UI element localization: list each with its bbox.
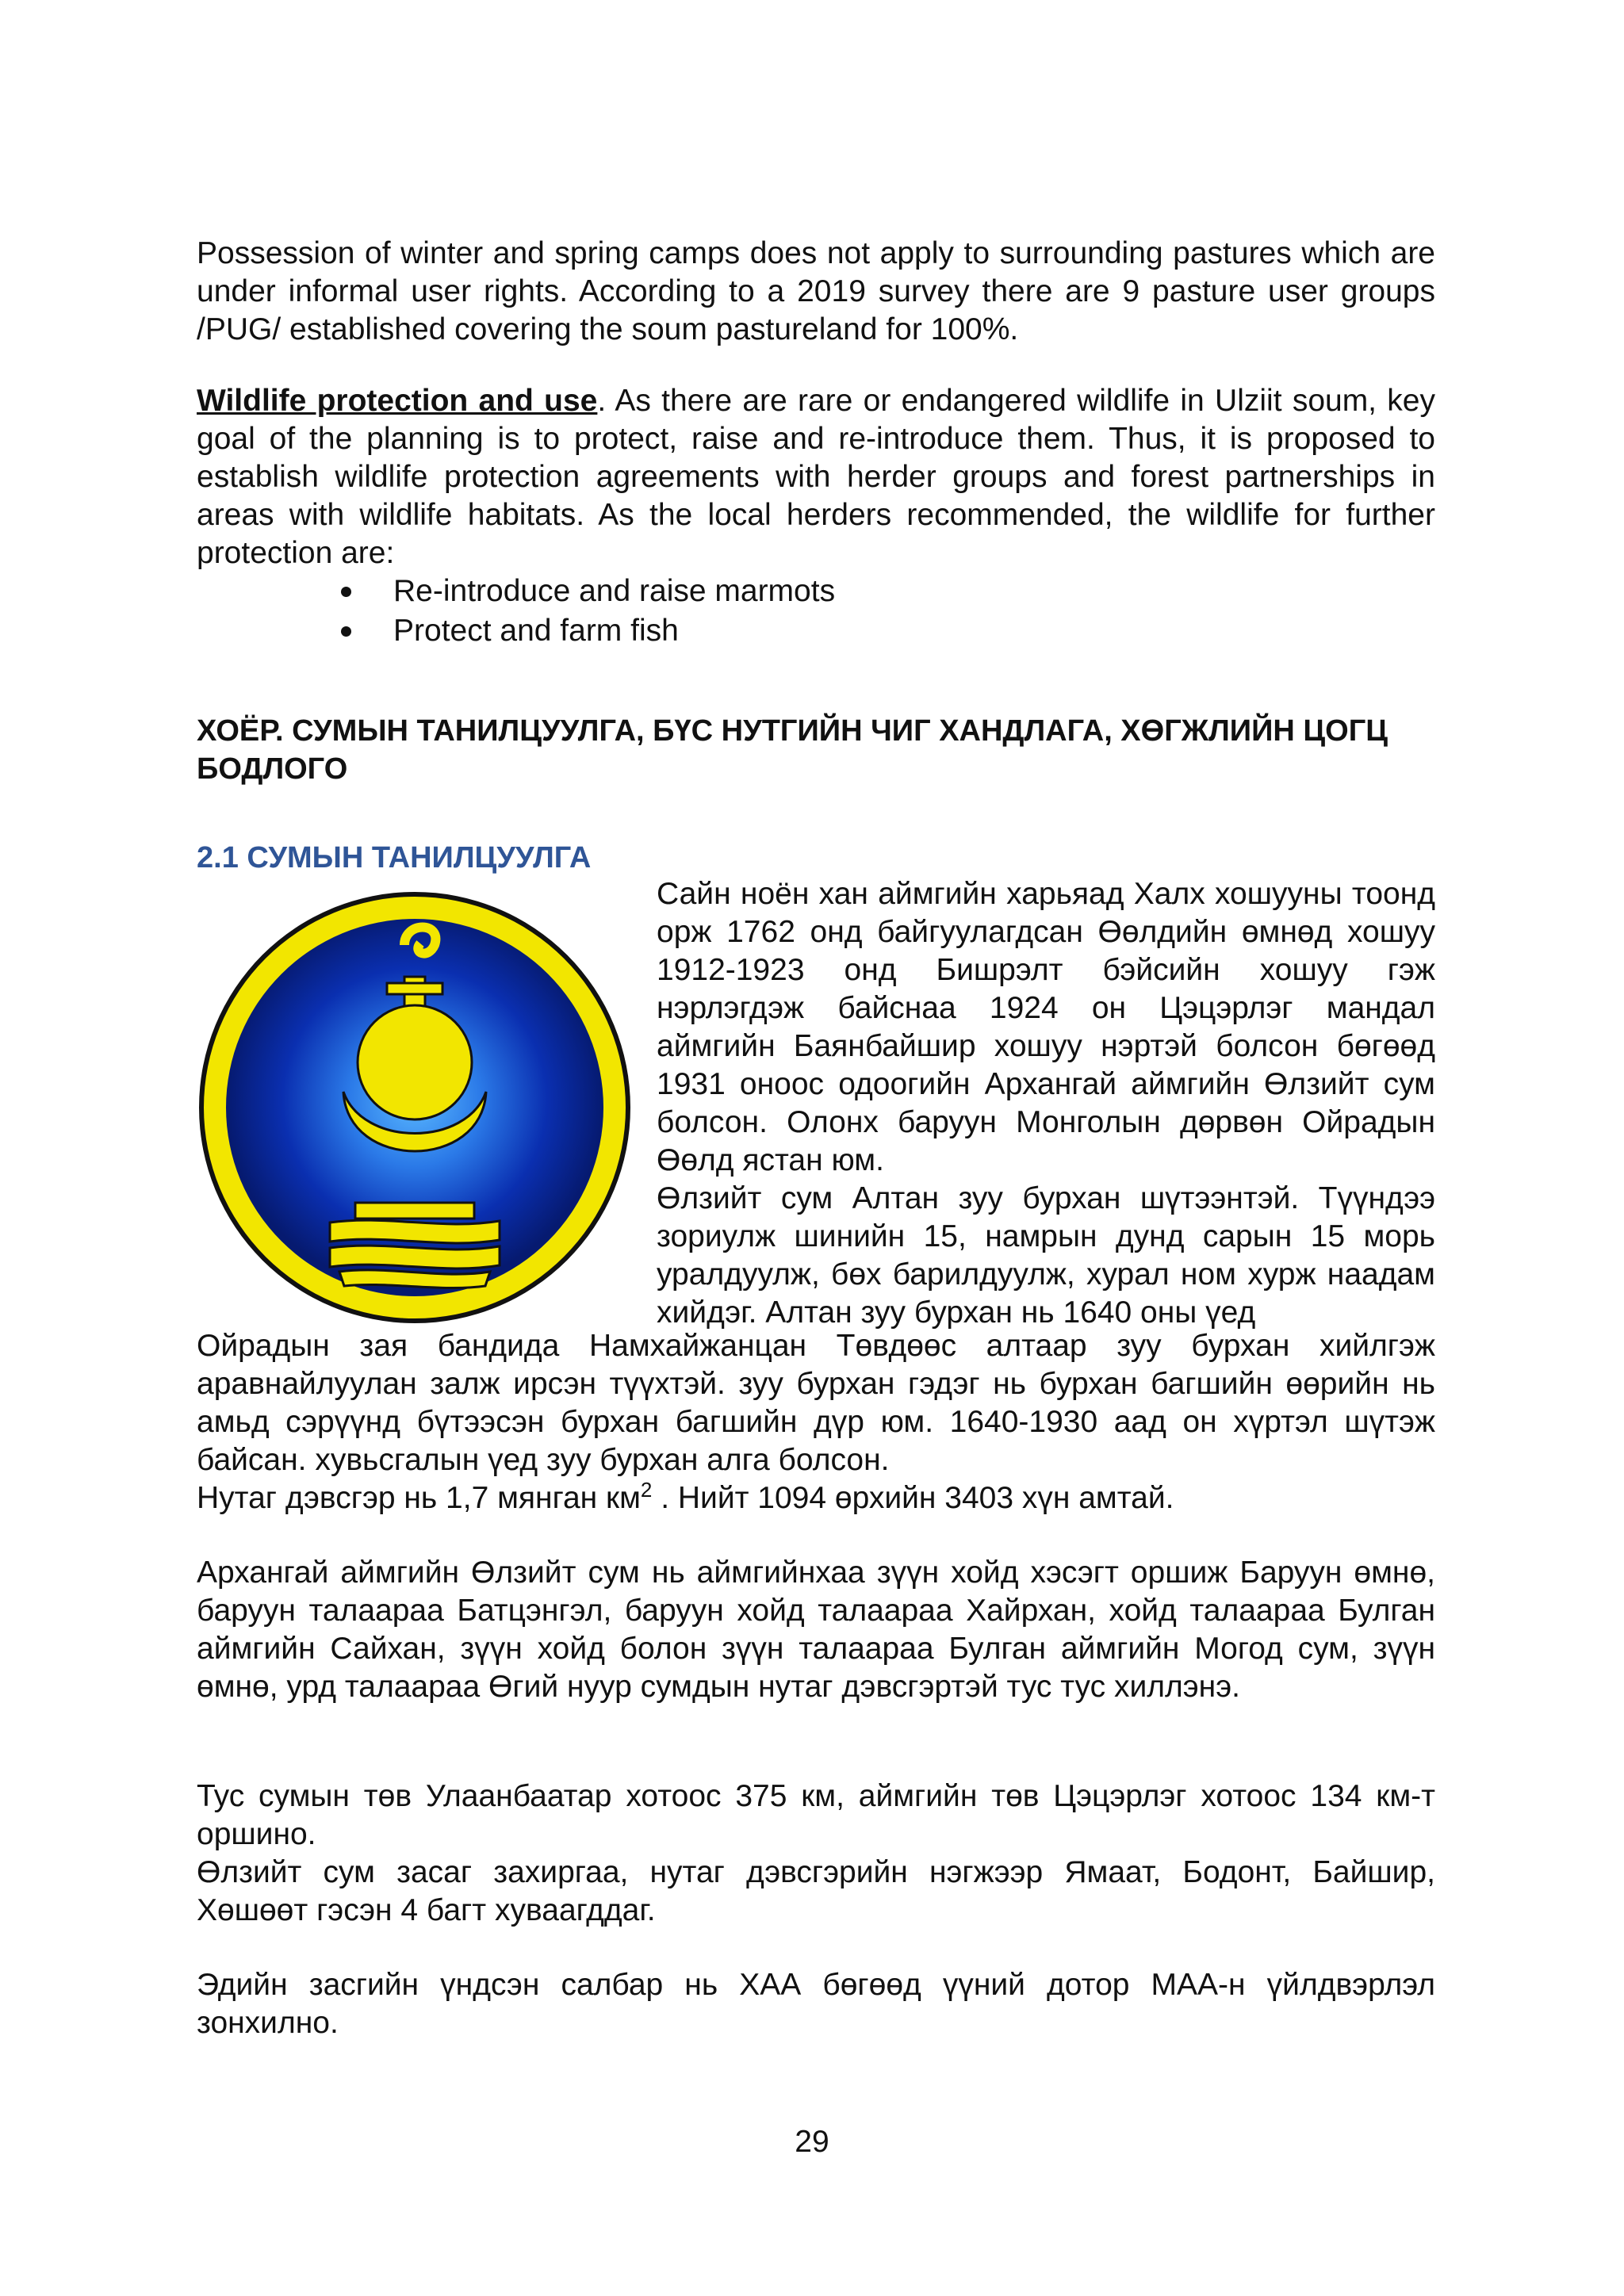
- page-number: 29: [795, 2125, 829, 2159]
- full-width-text: [197, 1327, 1435, 1517]
- paragraph-pasture-rights: Possession of winter and spring camps does not apply to surrounding pastures which are under informal user rights. According to a 2019 survey there are 9 pasture user groups /PUG/ established covering the soum pastureland for 100%.: [197, 236, 1435, 346]
- paragraph-borders: Архангай аймгийн Өлзийт сум нь аймгийнхаа зүүн хойд хэсэгт оршиж Баруун өмнө, баруун талаараа Батцэнгэл, баруун хойд талаараа Хайрхан, хойд талаараа Булган аймгийн Сайхан, зүүн хойд болон зүүн талаараа Булган аймгийн Могод сум, зүүн өмнө, урд талаараа Өгий нуур сумдын нутаг дэвсгэртэй тус тус хиллэнэ.: [197, 1556, 1435, 1704]
- wrapped-text-column: [657, 875, 1435, 1332]
- paragraph-altan-zuu: Өлзийт сум Алтан зуу бурхан шүтээнтэй. Түүндээ зориулж шинийн 15, намрын дунд сарын 15 морь уралдуулж, бөх барилдуулж, хурал ном хурж наадам хийдэг. Алтан зуу бурхан нь 1640 оны үед: [657, 1181, 1435, 1330]
- wildlife-heading: Wildlife protection and use: [197, 384, 598, 418]
- list-item: Re-introduce and raise marmots: [341, 572, 975, 612]
- bullet-icon: [341, 587, 351, 597]
- wildlife-text: . As there are rare or endangered wildlife in Ulziit soum, key goal of the planning is to protect, raise and re-introduce them. Thus, it is proposed to establish wildlife protection agreements with herder groups and forest partnerships in areas with wildlife habitats. As the local herders recommended, the wildlife for further protection are:: [197, 384, 1436, 570]
- paragraph-economy: Эдийн засгийн үндсэн салбар нь ХАА бөгөөд үүний дотор МАА-н үйлдвэрлэл зонхилно.: [197, 1968, 1435, 2040]
- list-item: Protect and farm fish: [341, 612, 975, 652]
- location-text: [197, 1777, 1435, 1930]
- paragraph-history: Сайн ноён хан аймгийн харьяад Халх хошууны тоонд орж 1762 онд байгуулагдсан Өөлдийн өмнөд хошуу 1912-1923 онд Бишрэлт бэйсийн хошуу гэж нэрлэгдэж байснаа 1924 он Цэцэрлэг мандал аймгийн Баянбайшир хошуу нэртэй болсон бөгөөд 1931 оноос одоогийн Архангай аймгийн Өлзийт сум болсон. Олонх баруун Монголын дөрвөн Ойрадын Өөлд ястан юм.: [657, 877, 1435, 1177]
- wildlife-bullet-list: [341, 572, 975, 652]
- paragraph-wildlife: [197, 382, 1435, 572]
- paragraph-bags: Өлзийт сум засаг захиргаа, нутаг дэвсгэрийн нэгжээр Ямаат, Бодонт, Байшир, Хөшөөт гэсэн 4 багт хуваагддаг.: [197, 1855, 1435, 1927]
- paragraph-distance: Тус сумын төв Улаанбаатар хотоос 375 км, аймгийн төв Цэцэрлэг хотоос 134 км-т оршино.: [197, 1779, 1435, 1851]
- paragraph-altan-zuu-cont: Ойрадын зая бандида Намхайжанцан Төвдөөс алтаар зуу бурхан хийлгэж аравнайлуулан залж ирсэн түүхтэй. зуу бурхан гэдэг нь бурхан багшийн өөрийн нь амьд сэрүүнд бүтээсэн бурхан багшийн дүр юм. 1640-1930 аад он хүртэл шүтэж байсан. хувьсгалын үед зуу бурхан алга болсон.: [197, 1329, 1435, 1477]
- soum-emblem-icon: [197, 890, 633, 1326]
- section-heading: 2.1 СУМЫН ТАНИЛЦУУЛГА: [197, 841, 592, 874]
- bullet-icon: [341, 626, 351, 637]
- chapter-heading: ХОЁР. СУМЫН ТАНИЛЦУУЛГА, БҮС НУТГИЙН ЧИГ ХАНДЛАГА, ХӨГЖЛИЙН ЦОГЦ БОДЛОГО: [197, 714, 1388, 786]
- paragraph-area: Нутаг дэвсгэр нь 1,7 мянган $км^2$ . Нийт 1094 өрхийн 3403 хүн амтай.: [197, 1478, 1174, 1515]
